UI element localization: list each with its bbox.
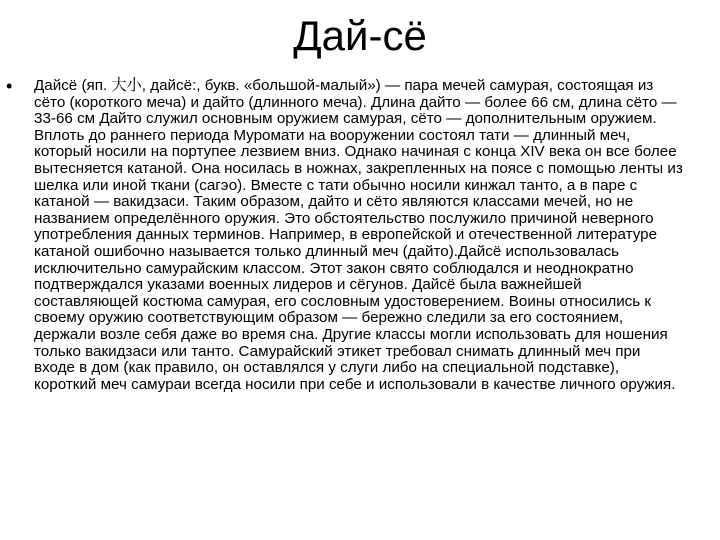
bullet-marker: • bbox=[6, 76, 13, 96]
bullet-text: Дайсё (яп. 大小, дайсё:, букв. «большой-малый») — пара мечей самурая, состоящая из сёто (короткого меча) и дайто (длинного меча). Длина дайто — более 66 см, длина сёто — 33-66 см Дайто служил основным оружием самурая, сёто — дополнительным оружием. Вплоть до раннего периода Муромати на вооружении состоял тати — длинный меч, который носили на портупее лезвием вниз. Однако начиная с конца XIV века он все более вытесняется катаной. Она носилась в ножнах, закрепленных на поясе с помощью ленты из шелка или иной ткани (сагэо). Вместе с тати обычно носили кинжал танто, а в паре с катаной — вакидзаси. Таким образом, дайто и сёто являются классами мечей, но не названием определённого оружия. Это обстоятельство послужило причиной неверного употребления данных терминов. Например, в европейской и отечественной литературе катаной ошибочно называется только длинный меч (дайто).Дайсё использовалась исключительно самурайским классом. Этот закон свято соблюдался и неоднократно подтверждался указами военных лидеров и сёгунов. Дайсё была важнейшей составляющей костюма самурая, его сословным удостоверением. Воины относились к своему оружию соответствующим образом — бережно следили за его состоянием, держали возле себя даже во время сна. Другие классы могли использовать для ношения только вакидзаси или танто. Самурайский этикет требовал снимать длинный меч при входе в дом (как правило, он оставлялся у слуги либо на специальной подставке), короткий меч самураи всегда носили при себе и использовали в качестве личного оружия. bbox=[34, 77, 683, 393]
slide-content bbox=[0, 78, 720, 393]
bullet-item bbox=[0, 78, 720, 393]
slide-title: Дай-сё bbox=[293, 12, 427, 59]
